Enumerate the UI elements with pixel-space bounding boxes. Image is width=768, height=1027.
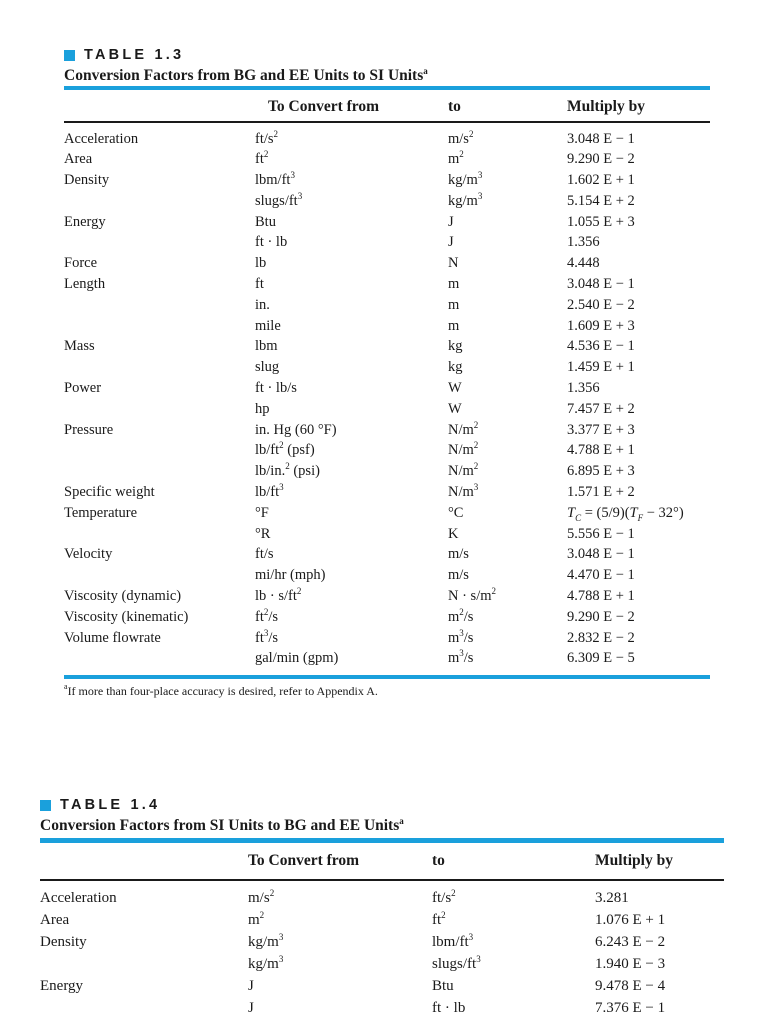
table-row [64, 544, 710, 565]
header-from: To Convert from [248, 852, 360, 869]
cell-from: $ft^2/s$ [255, 606, 279, 625]
table-row [40, 976, 724, 998]
cell-to: Btu [432, 978, 454, 995]
cell-to: lbm/$ft^3$ [432, 931, 474, 950]
cell-to: J [448, 213, 454, 230]
cell-to: m/s [448, 567, 469, 584]
cell-factor: 1.571 E + 2 [567, 484, 635, 501]
table-footnote [64, 684, 710, 699]
cell-factor: 6.243 E − 2 [595, 933, 666, 950]
table-row [64, 357, 710, 378]
cell-quantity: Force [64, 255, 98, 272]
table-row [64, 420, 710, 441]
cell-factor: 3.048 E − 1 [567, 276, 635, 293]
table-row [64, 316, 710, 337]
cell-to: $m^3/s$ [448, 627, 474, 646]
cell-to: W [448, 400, 462, 417]
cell-from: J [248, 978, 254, 995]
cell-factor: 1.940 E − 3 [595, 956, 666, 973]
bottom-rule [64, 675, 710, 679]
cell-quantity: Energy [64, 213, 106, 230]
cell-factor: 4.470 E − 1 [567, 567, 635, 584]
table-row [64, 440, 710, 461]
cell-factor: 5.556 E − 1 [567, 525, 635, 542]
cell-to: $N/m^2$ [448, 461, 479, 480]
cell-quantity: Specific weight [64, 484, 155, 501]
table-row [64, 336, 710, 357]
cell-to: m [448, 276, 460, 293]
table-label [40, 796, 724, 814]
table-body [40, 881, 724, 1027]
cell-to: $m^3/s$ [448, 648, 474, 667]
cell-from: $kg/m^3$ [248, 931, 284, 950]
cell-factor: 1.356 [567, 380, 600, 397]
cell-from: $m/s^2$ [248, 887, 275, 906]
table-1-4 [40, 796, 724, 1027]
cell-factor: 7.457 E + 2 [567, 400, 635, 417]
cell-factor: 3.048 E − 1 [567, 546, 635, 563]
table-row [64, 607, 710, 628]
cell-factor: 1.602 E + 1 [567, 172, 635, 189]
cell-to: kg [448, 359, 463, 376]
cell-quantity: Mass [64, 338, 95, 355]
table-row [64, 482, 710, 503]
cell-from: °R [255, 525, 271, 542]
cell-from: slug [255, 359, 280, 376]
cell-quantity: Viscosity (kinematic) [64, 608, 189, 625]
blue-square-icon [64, 50, 75, 61]
header-multiply: Multiply by [567, 98, 645, 115]
table-row [64, 253, 710, 274]
header-multiply: Multiply by [595, 852, 673, 869]
cell-quantity: Viscosity (dynamic) [64, 588, 182, 605]
cell-to: ft · lb [432, 1000, 466, 1017]
cell-from: lb · $s/ft^2$ [255, 586, 302, 605]
cell-to: slugs/$ft^3$ [432, 954, 481, 973]
cell-factor: $T_C = (5/9)(T_F - 32^\circ)$ [567, 504, 684, 523]
cell-factor: 1.055 E + 3 [567, 213, 635, 230]
cell-quantity: Length [64, 276, 106, 293]
cell-from: mile [255, 317, 281, 334]
table-header [40, 843, 724, 879]
cell-from: °F [255, 504, 269, 521]
cell-from: $lb/ft^2$ (psf) [255, 440, 315, 459]
caption-footnote-mark: a [399, 816, 404, 826]
cell-quantity: Velocity [64, 546, 113, 563]
cell-factor: 9.290 E − 2 [567, 151, 635, 168]
table-row [64, 524, 710, 545]
header-from: To Convert from [268, 98, 380, 115]
cell-quantity: Density [40, 933, 87, 950]
cell-factor: 6.309 E − 5 [567, 650, 635, 667]
cell-quantity: Density [64, 172, 110, 189]
cell-factor: 1.356 [567, 234, 600, 251]
cell-to: J [448, 234, 454, 251]
table-row [40, 932, 724, 954]
cell-from: in. Hg (60 °F) [255, 421, 337, 438]
table-row [64, 565, 710, 586]
cell-from: Btu [255, 213, 276, 230]
cell-factor: 9.290 E − 2 [567, 608, 635, 625]
cell-factor: 6.895 E + 3 [567, 463, 635, 480]
table-row [64, 232, 710, 253]
cell-factor: 3.377 E + 3 [567, 421, 635, 438]
table-row [64, 274, 710, 295]
cell-to: $N/m^2$ [448, 440, 479, 459]
table-row [64, 212, 710, 233]
cell-to: N [448, 255, 459, 272]
cell-from: mi/hr (mph) [255, 567, 326, 584]
blue-square-icon [40, 800, 51, 811]
table-row [64, 399, 710, 420]
cell-to: m/s [448, 546, 469, 563]
cell-from: gal/min (gpm) [255, 650, 339, 667]
table-number: TABLE 1.3 [84, 47, 185, 63]
cell-factor: 1.459 E + 1 [567, 359, 635, 376]
table-number: TABLE 1.4 [60, 797, 161, 813]
cell-factor: 7.376 E − 1 [595, 1000, 666, 1017]
table-row [64, 378, 710, 399]
cell-to: kg [448, 338, 463, 355]
table-row [64, 503, 710, 524]
cell-to: $ft/s^2$ [432, 887, 456, 906]
cell-quantity: Energy [40, 978, 84, 995]
table-row [64, 191, 710, 212]
cell-from: ft · lb/s [255, 380, 297, 397]
cell-quantity: Power [64, 380, 102, 397]
cell-quantity: Acceleration [64, 130, 139, 147]
cell-to: $N/m^3$ [448, 482, 479, 501]
table-caption [64, 66, 710, 86]
cell-from: slugs/$ft^3$ [255, 190, 303, 209]
cell-quantity: Pressure [64, 421, 114, 438]
cell-quantity: Volume flowrate [64, 629, 161, 646]
cell-from: lbm [255, 338, 278, 355]
cell-factor: 5.154 E + 2 [567, 192, 635, 209]
footnote-mark: a [64, 682, 68, 692]
footnote-text: If more than four-place accuracy is desired, refer to Appendix A. [67, 684, 378, 699]
table-header [64, 90, 710, 121]
cell-from: J [248, 1000, 254, 1017]
cell-factor: 1.609 E + 3 [567, 317, 635, 334]
cell-to: $m/s^2$ [448, 128, 474, 147]
table-caption [40, 816, 724, 836]
cell-factor: 4.788 E + 1 [567, 588, 635, 605]
table-row [40, 998, 724, 1020]
cell-quantity: Acceleration [40, 889, 117, 906]
cell-from: $m^2$ [248, 909, 265, 928]
cell-to: °C [448, 504, 464, 521]
cell-from: lbm/$ft^3$ [255, 170, 295, 189]
cell-to: m [448, 317, 460, 334]
cell-to: $m^2/s$ [448, 606, 474, 625]
table-label [64, 46, 710, 64]
cell-to: K [448, 525, 459, 542]
table-row [64, 170, 710, 191]
cell-to: $ft^2$ [432, 909, 446, 928]
cell-from: $ft/s^2$ [255, 128, 279, 147]
cell-from: ft [255, 276, 264, 293]
cell-factor: 9.478 E − 4 [595, 978, 666, 995]
table-row [64, 628, 710, 649]
cell-factor: 2.540 E − 2 [567, 296, 635, 313]
table-row [64, 295, 710, 316]
cell-factor: 3.048 E − 1 [567, 130, 635, 147]
cell-from: $lb/ft^3$ [255, 482, 284, 501]
table-row [40, 888, 724, 910]
cell-to: $kg/m^3$ [448, 190, 483, 209]
header-to: to [448, 98, 461, 115]
cell-factor: 3.281 [595, 889, 629, 906]
table-row [64, 129, 710, 150]
cell-from: $kg/m^3$ [248, 954, 284, 973]
table-row [64, 648, 710, 669]
cell-factor: 1.076 E + 1 [595, 911, 666, 928]
table-row [40, 954, 724, 976]
cell-to: W [448, 380, 462, 397]
cell-factor: 4.536 E − 1 [567, 338, 635, 355]
cell-quantity: Temperature [64, 504, 138, 521]
cell-from: ft/s [255, 546, 274, 563]
cell-to: $N/m^2$ [448, 419, 479, 438]
caption-text: Conversion Factors from BG and EE Units to SI Units [64, 67, 424, 84]
cell-from: lb/in.$^2$ (psi) [255, 461, 320, 480]
cell-quantity: Area [64, 151, 93, 168]
table-row [40, 910, 724, 932]
cell-from: ft · lb [255, 234, 288, 251]
header-to: to [432, 852, 445, 869]
cell-to: $N \cdot s/m^2$ [448, 586, 496, 605]
cell-factor: 4.788 E + 1 [567, 442, 635, 459]
cell-factor: 2.832 E − 2 [567, 629, 635, 646]
cell-from: $ft^3/s$ [255, 627, 279, 646]
table-row [64, 461, 710, 482]
cell-to: $kg/m^3$ [448, 170, 483, 189]
cell-from: lb [255, 255, 267, 272]
cell-to: m [448, 296, 460, 313]
table-row [64, 586, 710, 607]
cell-from: $ft^2$ [255, 149, 269, 168]
caption-footnote-mark: a [423, 66, 428, 76]
caption-text: Conversion Factors from SI Units to BG and EE Units [40, 817, 400, 834]
cell-from: hp [255, 400, 270, 417]
table-row [64, 149, 710, 170]
cell-to: $m^2$ [448, 149, 464, 168]
cell-factor: 4.448 [567, 255, 600, 272]
cell-from: in. [255, 296, 270, 313]
table-1-3 [64, 46, 710, 699]
cell-quantity: Area [40, 911, 70, 928]
table-body [64, 123, 710, 676]
